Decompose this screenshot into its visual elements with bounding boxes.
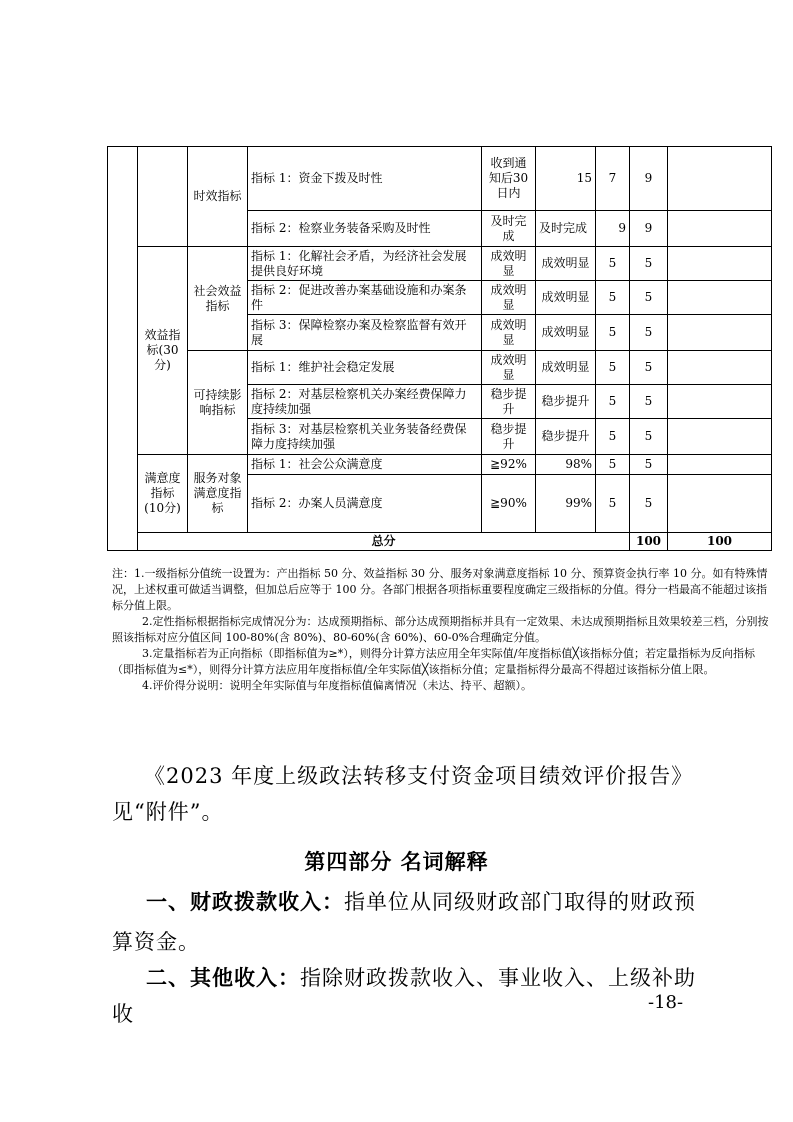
weight-cell: 5 [596,455,630,475]
table-row [108,247,772,281]
score-cell: 5 [630,385,668,419]
timeliness-group: 时效指标 [188,147,248,247]
service-group: 服务对象满意度指标 [188,455,248,533]
actual-cell: 成效明显 [536,247,596,281]
score-cell: 5 [630,247,668,281]
score-cell: 9 [630,211,668,247]
section-title: 第四部分 名词解释 [304,850,489,874]
total-label: 总分 [138,533,630,551]
term-1-text: 指单位从同级财政部门取得的财政预算资金。 [112,890,696,954]
indicator-cell: 指标 2：办案人员满意度 [248,475,482,533]
indicator-cell: 指标 1：资金下拨及时性 [248,147,482,211]
actual-cell: 及时完成 [536,211,596,247]
sustain-group: 可持续影响指标 [188,351,248,455]
target-cell: 及时完成 [482,211,536,247]
remark-cell [668,419,772,455]
score-cell: 5 [630,315,668,351]
indicator-cell: 指标 1：社会公众满意度 [248,455,482,475]
weight-cell: 5 [596,385,630,419]
actual-cell: 稳步提升 [536,419,596,455]
total-row [108,533,772,551]
score-cell: 5 [630,281,668,315]
performance-table [107,146,772,551]
indicator-cell: 指标 1：维护社会稳定发展 [248,351,482,385]
target-cell: 成效明显 [482,315,536,351]
weight-cell: 5 [596,475,630,533]
actual-cell: 98% [536,455,596,475]
weight-cell: 5 [596,419,630,455]
remark-cell [668,475,772,533]
score-cell: 5 [630,455,668,475]
term-2-text: 指除财政拨款收入、事业收入、上级补助收 [112,966,696,1026]
target-cell: 稳步提升 [482,419,536,455]
secondary-blank-cell [138,147,188,247]
remark-cell [668,281,772,315]
total-score: 100 [668,533,772,551]
target-cell: 成效明显 [482,247,536,281]
weight-cell: 5 [596,315,630,351]
score-cell: 5 [630,419,668,455]
indicator-cell: 指标 3：对基层检察机关业务装备经费保障力度持续加强 [248,419,482,455]
score-cell: 5 [630,351,668,385]
actual-cell: 成效明显 [536,281,596,315]
actual-cell: 15 [536,147,596,211]
note-4: 4.评价得分说明：说明全年实际值与年度指标值偏离情况（未达、持平、超额）。 [142,679,532,692]
table-notes [112,566,772,694]
actual-cell: 成效明显 [536,351,596,385]
actual-cell: 成效明显 [536,315,596,351]
indicator-cell: 指标 2：检察业务装备采购及时性 [248,211,482,247]
first-level-cell [108,147,138,551]
table-row [108,455,772,475]
weight-cell: 9 [596,211,630,247]
benefit-category: 效益指标(30分) [138,247,188,455]
target-cell: ≧90% [482,475,536,533]
target-cell: 成效明显 [482,281,536,315]
indicator-cell: 指标 2：对基层检察机关办案经费保障力度持续加强 [248,385,482,419]
report-reference: 《2023 年度上级政法转移支付资金项目绩效评价报告》见“附件”。 [112,764,694,824]
score-cell: 5 [630,475,668,533]
indicator-cell: 指标 3：保障检察办案及检察监督有效开展 [248,315,482,351]
target-cell: ≧92% [482,455,536,475]
actual-cell: 99% [536,475,596,533]
remark-cell [668,351,772,385]
note-2: 2.定性指标根据指标完成情况分为：达成预期指标、部分达成预期指标并具有一定效果、未达成预期指标且效果较差三档，分别按照该指标对应分值区间 100-80%(含 80%)、80-60%(含 60%)、60-0%合理确定分值。 [112,615,769,644]
social-group: 社会效益指标 [188,247,248,351]
table-row [108,351,772,385]
remark-cell [668,147,772,211]
remark-cell [668,455,772,475]
note-3: 3.定量指标若为正向指标（即指标值为≥*），则得分计算方法应用全年实际值/年度指标值╳该指标分值；若定量指标为反向指标（即指标值为≤*），则得分计算方法应用年度指标值/全年实际值╳该指标分值；定量指标得分最高不得超过该指标分值上限。 [112,647,756,676]
weight-cell: 5 [596,351,630,385]
target-cell: 成效明显 [482,351,536,385]
remark-cell [668,385,772,419]
remark-cell [668,247,772,281]
weight-cell: 5 [596,247,630,281]
total-weight: 100 [630,533,668,551]
term-2 [112,960,712,1032]
indicator-cell: 指标 1：化解社会矛盾，为经济社会发展提供良好环境 [248,247,482,281]
score-cell: 9 [630,147,668,211]
term-2-lead: 二、其他收入： [146,966,300,990]
target-cell: 收到通知后30日内 [482,147,536,211]
remark-cell [668,211,772,247]
note-1: 注：1.一级指标分值统一设置为：产出指标 50 分、效益指标 30 分、服务对象满意度指标 10 分、预算资金执行率 10 分。如有特殊情况，上述权重可做适当调整，但加总后应等于 100 分。各部门根据各项指标重要程度确定三级指标的分值。得分一档最高不能超过该指标分值上限。 [112,567,768,612]
remark-cell [668,315,772,351]
term-1 [112,882,712,962]
term-1-lead: 一、财政拨款收入： [146,890,344,914]
actual-cell: 稳步提升 [536,385,596,419]
target-cell: 稳步提升 [482,385,536,419]
weight-cell: 5 [596,281,630,315]
weight-cell: 7 [596,147,630,211]
table-row [108,147,772,211]
page-number: -18- [648,992,684,1013]
indicator-cell: 指标 2：促进改善办案基础设施和办案条件 [248,281,482,315]
satisfaction-category: 满意度指标(10分) [138,455,188,533]
